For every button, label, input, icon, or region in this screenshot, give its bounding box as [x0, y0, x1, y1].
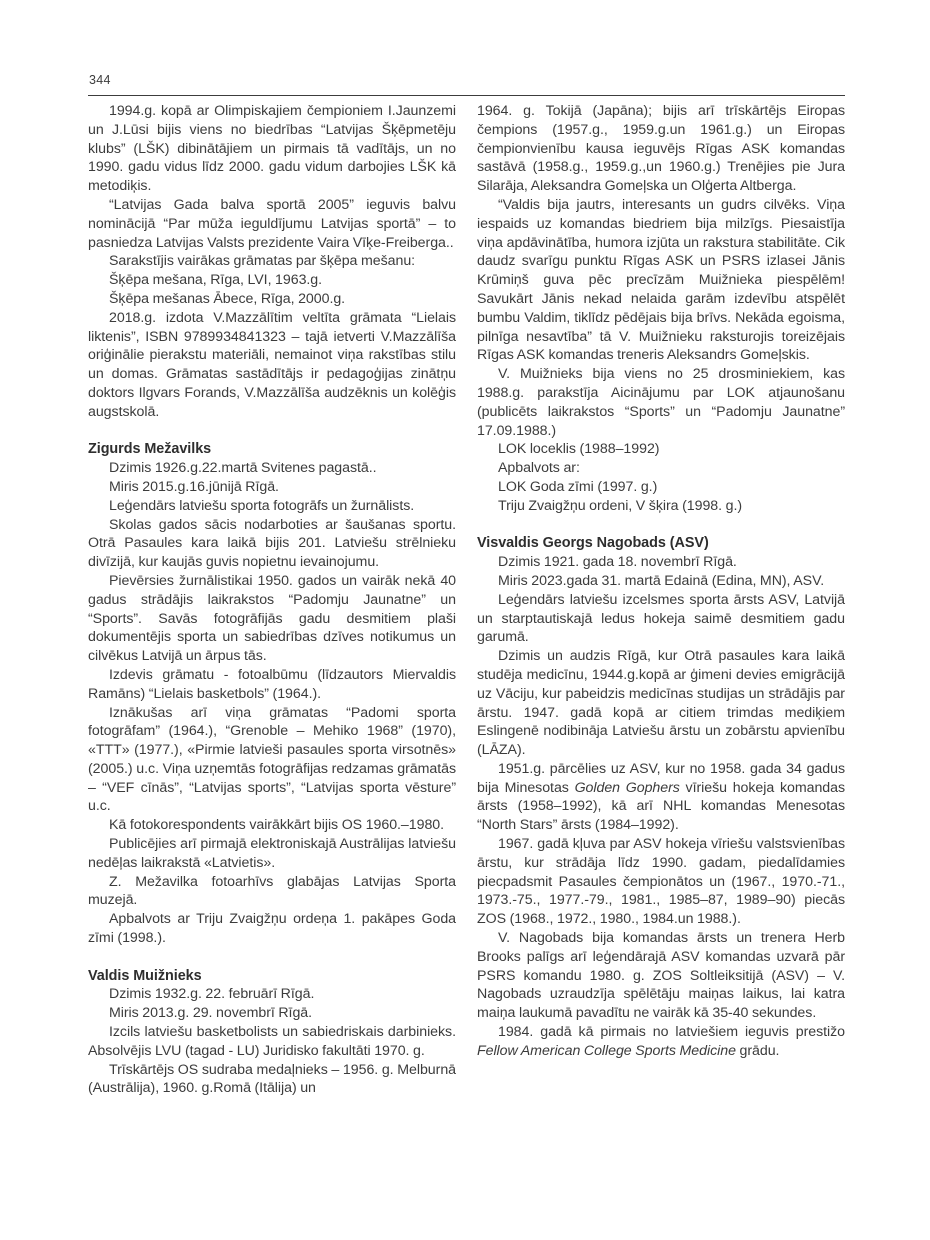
paragraph [477, 365, 845, 440]
text-run: Šķēpa mešana, Rīga, LVI, 1963.g. [109, 272, 323, 289]
text-run: 1994.g. kopā ar Olimpiskajiem čempioniem I.Jaunzemi un J.Lūsi bijis viens no biedrības “Latvijas Šķēpmetēju klubs” (LŠK) dibinātājiem un pirmais tā vadītājs, un no 1990. gadu vidus līdz 2000. gadu vidum darbojies LŠK kā metodiķis. [88, 103, 456, 195]
paragraph [477, 459, 845, 478]
text-run: Šķēpa mešanas Ābece, Rīga, 2000.g. [109, 290, 346, 307]
text-run: Miris 2013.g. 29. novembrī Rīgā. [109, 1005, 313, 1022]
text-run: Iznākušas arī viņa grāmatas “Padomi sporta fotogrāfam” (1964.), “Grenoble – Mehiko 1968” (1970), «TTT» (1977.), «Pirmie latvieši pasaules sporta virsotnēs» (2005.) u.c. Viņa uzņemtās fotogrāfijas redzamas grāmatās – “VEF cīnās”, “Latvijas sports”, “Latvijas sporta vēsture” u.c. [88, 704, 456, 815]
paragraph [88, 873, 456, 911]
paragraph [477, 497, 845, 516]
section-heading [477, 534, 845, 553]
text-run: Dzimis 1932.g. 22. februārī Rīgā. [109, 986, 315, 1003]
paragraph [477, 196, 845, 365]
paragraph [477, 553, 845, 572]
text-run: Leģendārs latviešu izcelsmes sporta ārsts ASV, Latvijā un starptautiskajā ledus hokeja saimē desmitiem gadu garumā. [477, 591, 845, 646]
text-run: vīriešu hokeja komandas ārsts (1958–1992), kā arī NHL komandas Menesotas “North Stars” ārsts (1984–1992). [477, 779, 846, 834]
text-run: Valdis Muižnieks [88, 967, 202, 984]
text-run: Triju Zvaigžņu ordeni, V šķira (1998. g.) [498, 497, 743, 514]
paragraph [477, 478, 845, 497]
paragraph [88, 704, 456, 817]
text-run: Dzimis 1921. gada 18. novembrī Rīgā. [498, 554, 737, 571]
text-run: Dzimis un audzis Rīgā, kur Otrā pasaules kara laikā studēja medicīnu, 1944.g.kopā ar ģimeni devies emigrācijā uz Vāciju, kur pabeidzis medicīnas studijas un strādājis par ārstu. 1947. gadā kopā ar citiem trimdas mediķiem Eslingenē nodibināja Latviešu ārstu un zobārstu apvienību (LĀZA). [477, 648, 845, 759]
page-number: 344 [89, 73, 111, 87]
paragraph [88, 1061, 456, 1099]
paragraph [88, 252, 456, 271]
paragraph [88, 196, 456, 252]
paragraph [477, 572, 845, 591]
text-run: Z. Mežavilka fotoarhīvs glabājas Latvijas Sporta muzejā. [88, 873, 456, 909]
text-run: “Latvijas Gada balva sportā 2005” ieguvis balvu nominācijā “Par mūža ieguldījumu Latvijas sportā” – to pasniedza Latvijas Valsts prezidente Vaira Vīķe-Freiberga.. [88, 196, 456, 251]
text-run: “Valdis bija jautrs, interesants un gudrs cilvēks. Viņa iespaids uz komandas biedriem bija milzīgs. Piesaistīja viņa apdāvinātība, humora izjūta un rakstura stabilitāte. Cik daudz svarīgu punktu Rīgas ASK un PSRS izlasei Jānis Krūmiņš guva pēc precīzām Muižnieka piespēlēm! Savukārt Jānis nekad nelaida garām izdevību atspēlēt bumbu Valdim, tiklīdz pēdējais bija brīvs. Nekāda egoisma, pilnīga nesavtība” tā V. Muižnieku raksturojis toreizējais Rīgas ASK komandas treneris Aleksandrs Gomeļskis. [477, 196, 845, 364]
text-run: 1964. g. Tokijā (Japāna); bijis arī trīskārtējs Eiropas čempions (1957.g., 1959.g.un 1961.g.) un Eiropas čempionvienību kausa ieguvējs Rīgas ASK komandas sastāvā (1958.g., 1959.g.,un 1960.g.) Trenējies pie Jura Silarāja, Aleksandra Gomeļska un Olģerta Altberga. [477, 103, 845, 195]
paragraph [477, 440, 845, 459]
text-run: V. Nagobads bija komandas ārsts un trenera Herb Brooks palīgs arī leģendārajā ASV komandas uzvarā pār PSRS komandu 1980. g. ZOS Soltleiksitijā (ASV) – V. Nagobads uzraudzīja spēlētāju maiņas laikus, lai katra maiņa laukumā pavadītu ne vairāk kā 35-40 sekundes. [477, 930, 845, 1022]
text-run: Izcils latviešu basketbolists un sabiedriskais darbinieks. Absolvējis LVU (tagad - LU) Juridisko fakultāti 1970. g. [88, 1024, 456, 1059]
two-column-text-body [88, 102, 845, 1098]
text-run: Apbalvots ar: [498, 460, 580, 477]
paragraph [88, 985, 456, 1004]
text-run: Trīskārtējs OS sudraba medaļnieks – 1956. g. Melburnā (Austrālija), 1960. g.Romā (Itālija) un [88, 1061, 456, 1097]
paragraph [477, 760, 845, 835]
text-run: Skolas gados sācis nodarboties ar šaušanas sportu. Otrā Pasaules kara laikā bijis 201. Latviešu strēlnieku divīzijā, kur kaujās guvis nopietnu ievainojumu. [88, 516, 456, 571]
text-column-left [88, 102, 456, 1098]
paragraph [88, 910, 456, 948]
paragraph [88, 459, 456, 478]
paragraph [88, 1023, 456, 1061]
paragraph [88, 102, 456, 196]
paragraph [477, 1023, 845, 1061]
text-run: Dzimis 1926.g.22.martā Svitenes pagastā.. [109, 460, 377, 477]
text-run: Sarakstījis vairākas grāmatas par šķēpa mešanu: [109, 253, 416, 270]
paragraph [477, 647, 845, 760]
text-run: Pievērsies žurnālistikai 1950. gados un vairāk nekā 40 gadus strādājis laikrakstos “Padomju Jaunatne” un “Sports”. Savās fotogrāfijās gadu desmitiem plaši dokumentējis sporta un sabiedrības dzīves notikumus un cilvēkus Latvijā un ārpus tās. [88, 572, 456, 665]
text-run: LOK Goda zīmi (1997. g.) [498, 478, 658, 495]
paragraph [88, 516, 456, 572]
paragraph [88, 666, 456, 704]
italic-text-run: Fellow American College Sports Medicine [477, 1042, 736, 1059]
paragraph [88, 497, 456, 516]
text-run: V. Muižnieks bija viens no 25 drosminiekiem, kas 1988.g. parakstīja Aicinājumu par LOK atjaunošanu (publicēts laikrakstos “Sports” un “Padomju Jaunatne” 17.09.1988.) [477, 366, 845, 439]
paragraph [88, 478, 456, 497]
paragraph [88, 271, 456, 290]
text-run: Izdevis grāmatu - fotoalbūmu (līdzautors Miervaldis Ramāns) “Lielais basketbols” (1964.). [88, 666, 456, 702]
paragraph [88, 816, 456, 835]
text-run: Miris 2015.g.16.jūnijā Rīgā. [109, 478, 279, 495]
section-heading [88, 967, 456, 986]
paragraph [477, 102, 845, 196]
paragraph [88, 290, 456, 309]
header-rule [88, 95, 845, 96]
paragraph [88, 309, 456, 422]
paragraph [88, 835, 456, 873]
paragraph [88, 1004, 456, 1023]
text-run: Miris 2023.gada 31. martā Edainā (Edina, MN), ASV. [498, 572, 825, 589]
text-run: 2018.g. izdota V.Mazzālītim veltīta grāmata “Lielais liktenis”, ISBN 9789934841323 – tajā ietverti V.Mazzālīša oriģinālie pierakstu materiāli, nemainot viņa rakstības stilu un domas. Grāmatas sastādītājs ir pedagoģijas zinātņu doktors Ilgvars Forands, V.Mazzālīša audzēknis un kolēģis augstskolā. [88, 309, 456, 420]
text-run: Publicējies arī pirmajā elektroniskajā Austrālijas latviešu nedēļas laikrakstā «Latvietis». [88, 836, 456, 871]
text-column-right [477, 102, 845, 1098]
paragraph [477, 835, 845, 929]
text-run: grādu. [735, 1042, 780, 1059]
paragraph [88, 572, 456, 666]
italic-text-run: Golden Gophers [574, 779, 680, 796]
text-run: Leģendārs latviešu sporta fotogrāfs un žurnālists. [109, 497, 415, 514]
text-run: LOK loceklis (1988–1992) [498, 441, 660, 458]
paragraph [477, 929, 845, 1023]
text-run: Kā fotokorespondents vairākkārt bijis OS 1960.–1980. [109, 817, 445, 834]
text-run: 1967. gadā kļuva par ASV hokeja vīriešu valstsvienības ārstu, kur strādāja līdz 1990. gadam, piedalīdamies piecpadsmit Pasaules čempionātos un (1967., 1970.-71., 1973.-75., 1977.-79., 1981., 1985–87, 1989–90) piecās ZOS (1968., 1972., 1980., 1984.un 1988.). [477, 836, 845, 928]
text-run: Apbalvots ar Triju Zvaigžņu ordeņa 1. pakāpes Goda zīmi (1998.). [88, 911, 456, 947]
section-heading [88, 440, 456, 459]
text-run: Visvaldis Georgs Nagobads (ASV) [477, 535, 709, 552]
text-run: 1984. gadā kā pirmais no latviešiem ieguvis prestižo [498, 1024, 845, 1041]
text-run: 1951.g. pārcēlies uz ASV, kur no 1958. gada 34 gadus bija Minesotas [477, 760, 845, 796]
text-run: Zigurds Mežavilks [88, 441, 212, 458]
paragraph [477, 591, 845, 647]
